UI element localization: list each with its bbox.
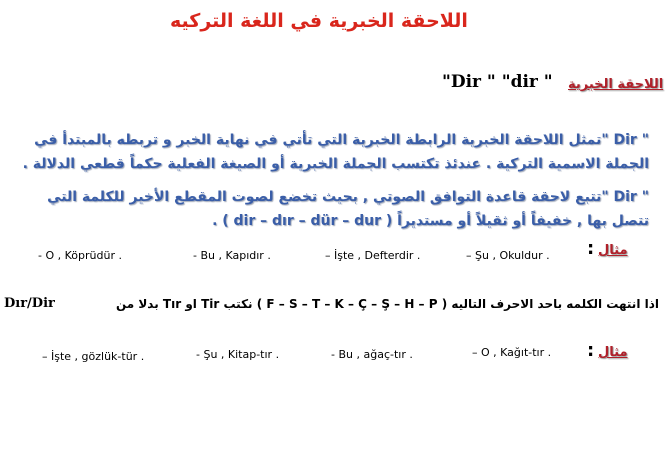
example-colon-1: : (587, 238, 595, 259)
section-heading-dir: "Dir " "dir " (442, 72, 553, 92)
example1-item-3: - Bu , Kapıdır . (193, 249, 271, 262)
page-title: اللاحقة الخبرية في اللغة التركيه (170, 10, 468, 32)
example2-item-4: – İşte , gözlük-tür . (42, 350, 145, 363)
example-label-1: مثال (598, 243, 628, 258)
section-heading-term: اللاحقة الخبرية (568, 77, 664, 92)
example1-item-4: - O , Köprüdür . (38, 249, 122, 262)
example1-item-2: – İşte , Defterdir . (325, 249, 421, 262)
example2-item-3: - Şu , Kitap-tır . (196, 348, 280, 361)
example2-item-2: - Bu , ağaç-tır . (331, 348, 413, 361)
harmony-paragraph: " Dir "تتبع لاحقة قاعدة التوافق الصوتي , بحيث تخضع لصوت المقطع الأخير للكلمة التي تتصل بها , خفيفاً أو ثقيلاً أو مستديراً ( dir – dır – dür – dur ) . (47, 189, 649, 229)
example-colon-2: : (587, 340, 595, 361)
example2-item-1: – O , Kağıt-tır . (472, 346, 552, 359)
rule-text: اذا انتهت الكلمه باحد الاحرف التاليه ( F – S – T – K – Ç – Ş – H – P ) نكتب Tir او Tır بدلا من (115, 297, 659, 311)
example-label-2: مثال (598, 345, 628, 360)
example1-item-1: – Şu , Okuldur . (466, 249, 550, 262)
definition-paragraph: " Dir "تمثل اللاحقة الخبرية الرابطة الخبرية التي تأتي في نهاية الخبر و تربطه بالمبتدأ في الجملة الاسمية التركية . عندئذ تكتسب الجملة الخبرية أو الصيغة الفعلية حكماً قطعي الدلالة . (22, 132, 649, 172)
rule-tail: Dır/Dir (4, 296, 55, 311)
